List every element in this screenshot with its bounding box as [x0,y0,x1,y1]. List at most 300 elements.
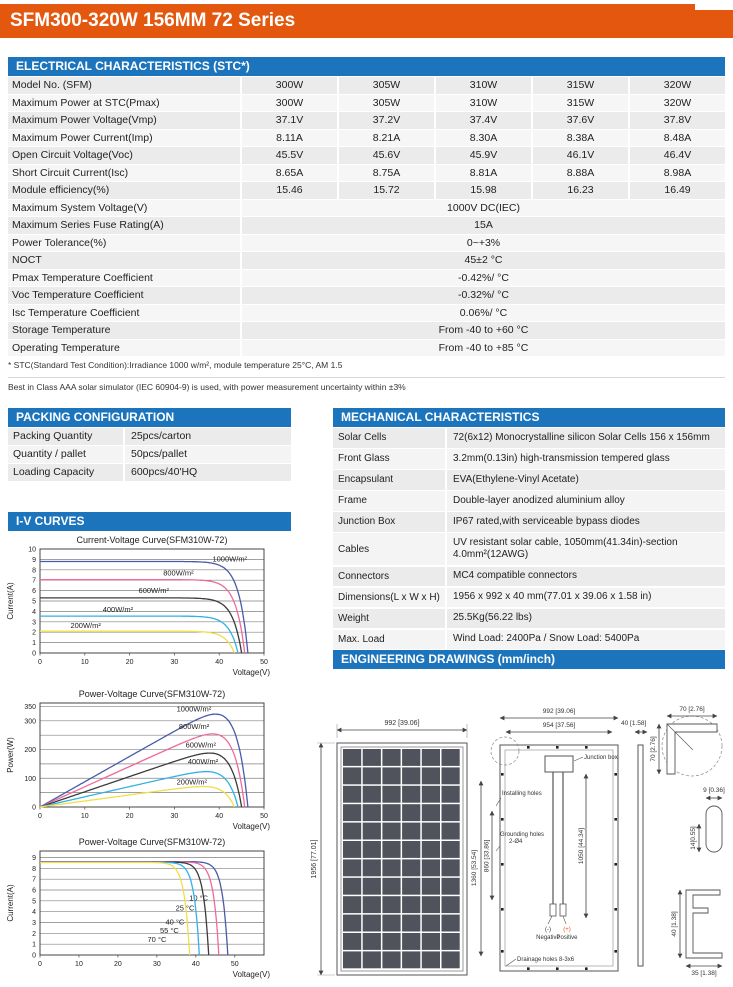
row-value: UV resistant solar cable, 1050mm(41.34in)-section 4.0mm²(12AWG) [447,533,725,565]
table-row [333,630,725,650]
table-row [8,428,291,445]
row-value: 15A [242,217,725,234]
solar-cell [422,951,440,968]
x-axis-label: Voltage(V) [232,822,270,831]
solar-cell [382,878,400,895]
mounting-hole [614,950,617,953]
row-value: 46.4V [630,147,725,164]
y-tick-label: 0 [32,804,36,812]
row-label: Module efficiency(%) [8,182,240,199]
row-value: 8.38A [533,130,628,147]
row-label: Maximum Power at STC(Pmax) [8,95,240,112]
x-axis-label: Voltage(V) [232,668,270,677]
solar-cell [363,749,381,766]
solar-cell [442,915,460,932]
y-tick-label: 8 [32,865,36,873]
mounting-hole [501,908,504,911]
rear-height-dimension: 1360 [53.54] [471,849,478,887]
rear-inner-height-dimension: 860 [33.86] [483,839,491,873]
series-label: 70 °C [147,935,167,944]
series-label: 10 °C [189,893,209,903]
hole-height-dimension: 14[0.55] [690,826,697,850]
row-label: Frame [333,491,445,511]
row-label: Loading Capacity [8,464,123,481]
mounting-hole [501,773,504,776]
row-label: Junction Box [333,512,445,532]
row-value: 320W [630,77,725,94]
row-label: Front Glass [333,449,445,469]
table-row [8,77,725,94]
row-value: 45.5V [242,147,337,164]
junction-box-label: Junction box [584,755,618,761]
series-label: 200W/m² [70,621,101,631]
x-axis-label: Voltage(V) [232,970,270,979]
solar-cell [442,841,460,858]
row-value: 8.48A [630,130,725,147]
solar-cell [363,859,381,876]
solar-cell [363,841,381,858]
table-row [8,235,725,252]
solar-cell [422,859,440,876]
engineering-drawings [295,678,733,987]
solar-cell [343,786,361,803]
solar-cell [382,823,400,840]
mounting-hole [527,967,530,970]
drawing-side-view [621,720,647,966]
grounding-holes-label: Grounding holes [500,832,545,838]
footnote-stc: * STC(Standard Test Condition):Irradiance 1000 w/m², module temperature 25°C, AM 1.5 [8,360,725,378]
cable-length-dimension: 1050 [44.34] [578,827,585,865]
row-value: 8.88A [533,165,628,182]
negative-sign-label: (-) [545,927,551,933]
row-label: Pmax Temperature Coefficient [8,270,240,287]
solar-cell [402,841,420,858]
solar-cell [363,896,381,913]
row-value: 315W [533,95,628,112]
row-value: 8.65A [242,165,337,182]
iv-curve-chart-irradiance [4,534,276,684]
row-value: 8.11A [242,130,337,147]
series-label: 400W/m² [187,756,219,766]
solar-cell [402,749,420,766]
row-label: NOCT [8,252,240,269]
mounting-hole [614,773,617,776]
series-label: 1000W/m² [176,704,212,714]
drawing-corner-detail [650,706,722,776]
solar-cell [363,823,381,840]
rear-width-dimension: 992 [39.06] [542,708,576,715]
row-value: 305W [339,95,434,112]
chart-title: Power-Voltage Curve(SFM310W-72) [78,689,226,699]
y-axis-label: Current(A) [6,884,15,922]
pv-curve-chart-irradiance [4,688,276,838]
row-label: Voc Temperature Coefficient [8,287,240,304]
solar-cell [382,749,400,766]
series-label: 400W/m² [102,604,134,614]
row-value: 0~+3% [242,235,725,252]
row-label: Operating Temperature [8,340,240,357]
row-label: Solar Cells [333,428,445,448]
solar-cell [382,767,400,784]
row-value: Double-layer anodized aluminium alloy [447,491,725,511]
solar-cell [442,896,460,913]
x-tick-label: 40 [215,813,224,820]
corner-height-dimension: 70 [2.76] [650,736,657,762]
solar-cell [402,878,420,895]
row-value: 8.30A [436,130,531,147]
series-label: 600W/m² [185,740,217,750]
section-header-engineering [333,650,725,669]
section-header-mechanical [333,408,725,427]
y-tick-label: 9 [32,556,36,564]
table-row [333,609,725,629]
connector-negative [550,904,556,916]
table-row [8,340,725,357]
x-tick-label: 10 [80,659,89,666]
row-value: 8.81A [436,165,531,182]
row-label: Encapsulant [333,470,445,490]
row-value: IP67 rated,with serviceable bypass diodes [447,512,725,532]
table-row [8,147,725,164]
row-value: 72(6x12) Monocrystalline silicon Solar Cells 156 x 156mm [447,428,725,448]
mechanical-characteristics-table [333,428,725,651]
row-value: 3.2mm(0.13in) high-transmission tempered glass [447,449,725,469]
solar-cell [343,915,361,932]
chart-title: Power-Voltage Curve(SFM310W-72) [78,837,226,847]
solar-cell [422,767,440,784]
y-tick-label: 2 [32,930,36,938]
y-tick-label: 4 [32,608,36,616]
section-header-electrical-label: ELECTRICAL CHARACTERISTICS (STC*) [16,59,250,73]
row-value: 320W [630,95,725,112]
solar-cell [382,804,400,821]
row-value: 15.98 [436,182,531,199]
row-value: 50pcs/pallet [125,446,291,463]
x-tick-label: 40 [191,961,200,968]
row-label: Connectors [333,567,445,587]
page-title: SFM300-320W 156MM 72 Series [10,10,296,31]
row-value: 37.4V [436,112,531,129]
solar-cell [343,933,361,950]
series-label: 55 °C [159,925,179,935]
solar-cell [363,767,381,784]
front-width-dimension: 992 [39.06] [384,720,420,727]
row-value: 37.2V [339,112,434,129]
series-line [40,772,238,807]
positive-sign-label: (+) [563,927,571,933]
x-tick-label: 10 [80,813,89,820]
mounting-hole [527,746,530,749]
solar-cell [343,749,361,766]
row-value: 16.23 [533,182,628,199]
side-thickness-dimension: 40 [1.58] [621,720,647,727]
drawing-front-view [311,720,467,975]
series-label: 25 °C [175,903,195,913]
page-title-bar [0,4,733,38]
row-value: EVA(Ethylene-Vinyl Acetate) [447,470,725,490]
solar-cell [442,823,460,840]
solar-cell [343,823,361,840]
solar-cell [422,823,440,840]
row-label: Power Tolerance(%) [8,235,240,252]
solar-cell [382,896,400,913]
row-label: Maximum Power Voltage(Vmp) [8,112,240,129]
row-label: Cables [333,533,445,565]
y-tick-label: 0 [32,650,36,658]
section-header-iv-curves-label: I-V CURVES [16,514,85,528]
solar-cell [422,749,440,766]
row-label: Maximum System Voltage(V) [8,200,240,217]
row-label: Max. Load [333,630,445,650]
profile-height-dimension: 40 [1.38] [671,911,678,937]
installing-holes-label: Installing holes [502,791,542,797]
row-label: Isc Temperature Coefficient [8,305,240,322]
solar-cell [422,933,440,950]
y-tick-label: 5 [32,598,36,606]
row-value: 310W [436,95,531,112]
table-row [8,446,291,463]
table-row [8,130,725,147]
y-tick-label: 7 [32,876,36,884]
y-tick-label: 7 [32,577,36,585]
solar-cell [442,951,460,968]
series-line [40,631,234,653]
x-tick-label: 0 [38,813,42,820]
mounting-hole [614,818,617,821]
row-value: 45.9V [436,147,531,164]
row-value: 45±2 °C [242,252,725,269]
row-value: 300W [242,77,337,94]
table-row [333,491,725,511]
row-value: From -40 to +60 °C [242,322,725,339]
row-value: 315W [533,77,628,94]
positive-label: Positive [556,935,578,941]
table-row [8,287,725,304]
x-tick-label: 0 [38,961,42,968]
junction-box [545,756,573,772]
solar-cell [363,878,381,895]
solar-cell [442,749,460,766]
solar-cell [402,951,420,968]
corner-width-dimension: 70 [2.76] [679,706,705,713]
solar-cell [382,951,400,968]
y-axis-label: Current(A) [6,582,15,620]
drawing-rear-view [471,708,618,971]
table-row [8,165,725,182]
table-row [333,533,725,565]
solar-cell [442,878,460,895]
row-value: 15.46 [242,182,337,199]
y-tick-label: 1 [32,941,36,949]
row-value: 1956 x 992 x 40 mm(77.01 x 39.06 x 1.58 in) [447,588,725,608]
electrical-characteristics-table [8,77,725,357]
connector-positive [560,904,566,916]
solar-cell [363,951,381,968]
series-label: 600W/m² [138,586,169,596]
y-tick-label: 3 [32,619,36,627]
solar-cell [382,786,400,803]
table-row [8,200,725,217]
solar-cell [402,859,420,876]
row-value: 300W [242,95,337,112]
section-header-mechanical-label: MECHANICAL CHARACTERISTICS [341,410,540,424]
mounting-hole [501,950,504,953]
series-line [40,863,190,956]
solar-cell [422,841,440,858]
series-label: 40 °C [165,917,185,927]
series-line [40,562,248,654]
row-value: 305W [339,77,434,94]
solar-cell [382,933,400,950]
row-label: Dimensions(L x W x H) [333,588,445,608]
solar-cell [402,786,420,803]
y-tick-label: 100 [24,775,36,783]
packing-configuration-table [8,428,291,482]
front-height-dimension: 1956 [77.01] [311,839,318,879]
row-value: 15.72 [339,182,434,199]
solar-cell [402,896,420,913]
drawing-frame-profile [671,890,722,977]
solar-cell [402,804,420,821]
section-header-packing [8,408,291,427]
series-line [40,862,228,955]
negative-label: Negative [536,935,560,941]
solar-cell [442,786,460,803]
x-tick-label: 20 [125,813,134,820]
grounding-holes-spec: 2-Ø4 [509,839,523,845]
solar-cell [343,878,361,895]
table-row [8,270,725,287]
solar-cell [363,933,381,950]
y-tick-label: 6 [32,588,36,596]
section-header-electrical [8,57,725,76]
x-tick-label: 50 [230,961,239,968]
y-axis-label: Power(W) [6,737,15,773]
row-value: MC4 compatible connectors [447,567,725,587]
chart-title: Current-Voltage Curve(SFM310W-72) [76,535,228,545]
table-row [333,470,725,490]
title-bar-notch [695,0,733,10]
row-value: 1000V DC(IEC) [242,200,725,217]
solar-cell [382,915,400,932]
solar-cell [402,915,420,932]
row-label: Model No. (SFM) [8,77,240,94]
solar-cell [402,767,420,784]
row-label: Quantity / pallet [8,446,123,463]
solar-cell [442,933,460,950]
mounting-hole [614,863,617,866]
row-value: 45.6V [339,147,434,164]
solar-cell [343,841,361,858]
y-tick-label: 0 [32,952,36,960]
solar-cell [382,841,400,858]
solar-cell [422,804,440,821]
y-tick-label: 8 [32,567,36,575]
row-value: 0.06%/ °C [242,305,725,322]
row-label: Weight [333,609,445,629]
series-label: 800W/m² [163,568,194,578]
table-row [8,305,725,322]
row-value: 310W [436,77,531,94]
table-row [8,112,725,129]
table-row [8,464,291,481]
solar-cell [363,915,381,932]
row-value: -0.42%/ °C [242,270,725,287]
iv-curve-chart-temperature [4,836,276,986]
mounting-hole [614,908,617,911]
y-tick-label: 4 [32,909,36,917]
solar-cell [442,859,460,876]
row-value: 37.6V [533,112,628,129]
table-row [333,449,725,469]
solar-cell [343,804,361,821]
row-value: 25pcs/carton [125,428,291,445]
x-tick-label: 0 [38,659,42,666]
y-tick-label: 300 [24,718,36,726]
row-value: 37.8V [630,112,725,129]
row-label: Packing Quantity [8,428,123,445]
x-tick-label: 20 [114,961,122,968]
solar-cell [343,859,361,876]
x-tick-label: 40 [215,659,224,666]
row-value: 46.1V [533,147,628,164]
y-tick-label: 5 [32,898,36,906]
table-row [8,322,725,339]
mounting-hole [501,818,504,821]
x-tick-label: 30 [170,659,179,666]
section-header-iv-curves [8,512,291,531]
y-tick-label: 350 [24,703,36,711]
solar-cell [442,804,460,821]
row-label: Open Circuit Voltage(Voc) [8,147,240,164]
section-header-engineering-label: ENGINEERING DRAWINGS (mm/inch) [341,652,556,666]
row-label: Maximum Series Fuse Rating(A) [8,217,240,234]
row-value: 8.98A [630,165,725,182]
rear-inner-width-dimension: 954 [37.56] [542,722,576,729]
x-tick-label: 30 [170,813,179,820]
solar-cell [363,786,381,803]
solar-cell [343,951,361,968]
solar-cell [422,878,440,895]
solar-cell [442,767,460,784]
mounting-hole [585,746,588,749]
y-tick-label: 6 [32,887,36,895]
solar-cell [343,767,361,784]
row-label: Short Circuit Current(Isc) [8,165,240,182]
row-value: 16.49 [630,182,725,199]
series-label: 200W/m² [176,777,208,787]
table-row [8,252,725,269]
row-value: Wind Load: 2400Pa / Snow Load: 5400Pa [447,630,725,650]
mounting-hole [556,746,559,749]
y-tick-label: 9 [32,855,36,862]
table-row [333,428,725,448]
solar-cell [422,915,440,932]
row-value: 25.5Kg(56.22 lbs) [447,609,725,629]
table-row [8,217,725,234]
mounting-hole [556,967,559,970]
solar-cell [343,896,361,913]
table-row [8,182,725,199]
solar-cell [402,823,420,840]
x-tick-label: 50 [260,813,268,820]
table-row [333,567,725,587]
row-value: 8.75A [339,165,434,182]
row-label: Storage Temperature [8,322,240,339]
row-value: 600pcs/40'HQ [125,464,291,481]
mounting-hole [585,967,588,970]
x-tick-label: 50 [260,659,268,666]
